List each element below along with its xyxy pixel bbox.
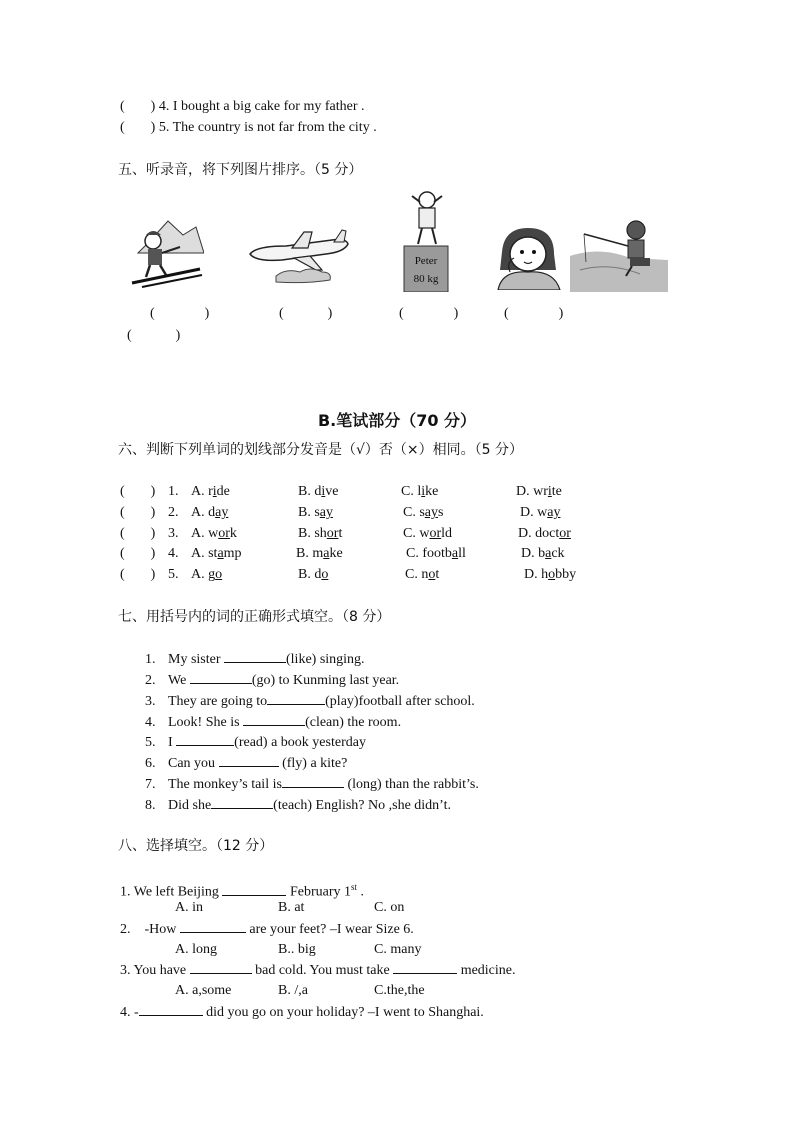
word-option-c: C. not [405, 567, 440, 582]
answer-paren-open[interactable]: ( [120, 120, 125, 135]
answer-paren[interactable]: ( ) [120, 526, 156, 541]
word-option-d: D. way [520, 505, 561, 520]
word-option-b: B. short [298, 526, 343, 541]
question-number: 6. [145, 756, 156, 771]
word-option-b: B. do [298, 567, 329, 582]
section7-title: 七、用括号内的词的正确形式填空。（8 分） [118, 609, 391, 625]
answer-blank[interactable] [190, 671, 252, 684]
word-option-a: A. work [191, 526, 237, 541]
fill-blank-item: 6. Can you (fly) a kite? [145, 756, 348, 771]
answer-paren[interactable]: ( ) [120, 567, 156, 582]
answer-blank[interactable] [222, 883, 286, 896]
answer-paren-close: ) [150, 120, 156, 135]
answer-blank[interactable] [180, 920, 246, 933]
section8-title: 八、选择填空。（12 分） [118, 838, 274, 854]
item-text: I bought a big cake for my father . [172, 99, 365, 114]
question-number: 3. [145, 694, 156, 709]
picture-answer-3[interactable]: ( ) [399, 306, 459, 321]
picture-answer-5[interactable]: ( ) [127, 328, 181, 343]
item-number: 5. [158, 120, 170, 135]
word-option-a: A. day [191, 505, 229, 520]
answer-blank[interactable] [176, 733, 234, 746]
answer-paren[interactable]: ( ) [120, 505, 156, 520]
girl-icon [492, 222, 566, 290]
question-number: 4. [120, 1005, 131, 1020]
fill-blank-item: 1. My sister (like) singing. [145, 652, 365, 667]
answer-paren-open[interactable]: ( [120, 99, 125, 114]
top-item-5 [120, 119, 377, 137]
answer-blank[interactable] [243, 713, 305, 726]
question-number: 1. [168, 484, 179, 499]
section8-q1-option-a[interactable]: A. in [175, 900, 203, 915]
question-number: 3. [120, 963, 131, 978]
picture-answer-1[interactable]: ( ) [150, 306, 210, 321]
question-number: 1. [120, 884, 131, 900]
fill-blank-item: 4. Look! She is (clean) the room. [145, 715, 402, 730]
question-number: 4. [168, 546, 179, 561]
word-option-b: B. make [296, 546, 343, 561]
picture-answer-4[interactable]: ( ) [504, 306, 564, 321]
section5-title: 五、听录音，将下列图片排序。（5 分） [118, 162, 363, 178]
word-option-d: D. write [516, 484, 562, 499]
peter-label: Peter [414, 255, 438, 267]
section8-q1: 1. We left Beijing February 1st . [120, 882, 364, 900]
fill-blank-item: 8. Did she (teach) English? No ,she didn’t. [145, 798, 451, 813]
answer-blank[interactable] [267, 692, 325, 705]
section8-q3-option-c[interactable]: C.the,the [374, 983, 425, 998]
word-option-a: A. stamp [191, 546, 242, 561]
answer-blank[interactable] [211, 796, 273, 809]
word-option-a: A. go [191, 567, 223, 582]
question-number: 4. [145, 715, 156, 730]
section8-q2-option-a[interactable]: A. long [175, 942, 217, 957]
section8-q3-option-b[interactable]: B. /,a [278, 983, 308, 998]
answer-blank[interactable] [282, 775, 344, 788]
fill-blank-item: 7. The monkey’s tail is (long) than the rabbit’s. [145, 777, 479, 792]
section6-title: 六、判断下列单词的划线部分发音是（√）否（×）相同。（5 分） [118, 442, 524, 458]
question-number: 3. [168, 526, 179, 541]
fill-blank-item: 5. I (read) a book yesterday [145, 735, 366, 750]
airplane-icon [246, 226, 352, 288]
question-number: 5. [168, 567, 179, 582]
answer-paren[interactable]: ( ) [120, 484, 156, 499]
section-b-title: B.笔试部分（70 分） [317, 411, 477, 430]
fishing-boy-icon [570, 216, 668, 292]
item-text: The country is not far from the city . [172, 120, 377, 135]
word-option-d: D. back [521, 546, 565, 561]
answer-blank[interactable] [190, 961, 252, 974]
word-option-b: B. dive [298, 484, 339, 499]
section8-q2: 2. -How are your feet? –I wear Size 6. [120, 922, 414, 937]
answer-paren[interactable]: ( ) [120, 546, 156, 561]
word-option-c: C. football [406, 546, 466, 561]
word-option-d: D. doctor [518, 526, 571, 541]
picture-answer-2[interactable]: ( ) [279, 306, 333, 321]
section8-q2-option-c[interactable]: C. many [374, 942, 422, 957]
fill-blank-item: 3. They are going to (play)football after school. [145, 694, 475, 709]
word-option-c: C. world [403, 526, 453, 541]
word-option-d: D. hobby [524, 567, 577, 582]
section8-q3: 3. You have bad cold. You must take medicine. [120, 963, 516, 978]
answer-blank[interactable] [393, 961, 457, 974]
question-number: 8. [145, 798, 156, 813]
section8-q1-option-c[interactable]: C. on [374, 900, 405, 915]
word-option-c: C. says [403, 505, 444, 520]
section8-q3-option-a[interactable]: A. a,some [175, 983, 232, 998]
fill-blank-item: 2. We (go) to Kunming last year. [145, 673, 400, 688]
word-option-c: C. like [401, 484, 439, 499]
question-number: 7. [145, 777, 156, 792]
answer-blank[interactable] [139, 1003, 203, 1016]
question-number: 1. [145, 652, 156, 667]
item-number: 4. [158, 99, 170, 114]
top-item-4 [120, 98, 365, 116]
word-option-b: B. say [298, 505, 334, 520]
peter-icon [402, 188, 452, 292]
section8-q2-option-b[interactable]: B.. big [278, 942, 316, 957]
peter-weight-label: 80 kg [413, 273, 439, 285]
answer-blank[interactable] [219, 754, 279, 767]
word-option-a: A. ride [191, 484, 230, 499]
section8-q1-option-b[interactable]: B. at [278, 900, 305, 915]
skier-icon [128, 213, 204, 289]
answer-paren-close: ) [150, 99, 156, 114]
question-number: 2. [120, 922, 131, 937]
question-number: 2. [145, 673, 156, 688]
answer-blank[interactable] [224, 650, 286, 663]
section8-q4: 4. - did you go on your holiday? –I went to Shanghai. [120, 1005, 484, 1020]
question-number: 5. [145, 735, 156, 750]
question-number: 2. [168, 505, 179, 520]
